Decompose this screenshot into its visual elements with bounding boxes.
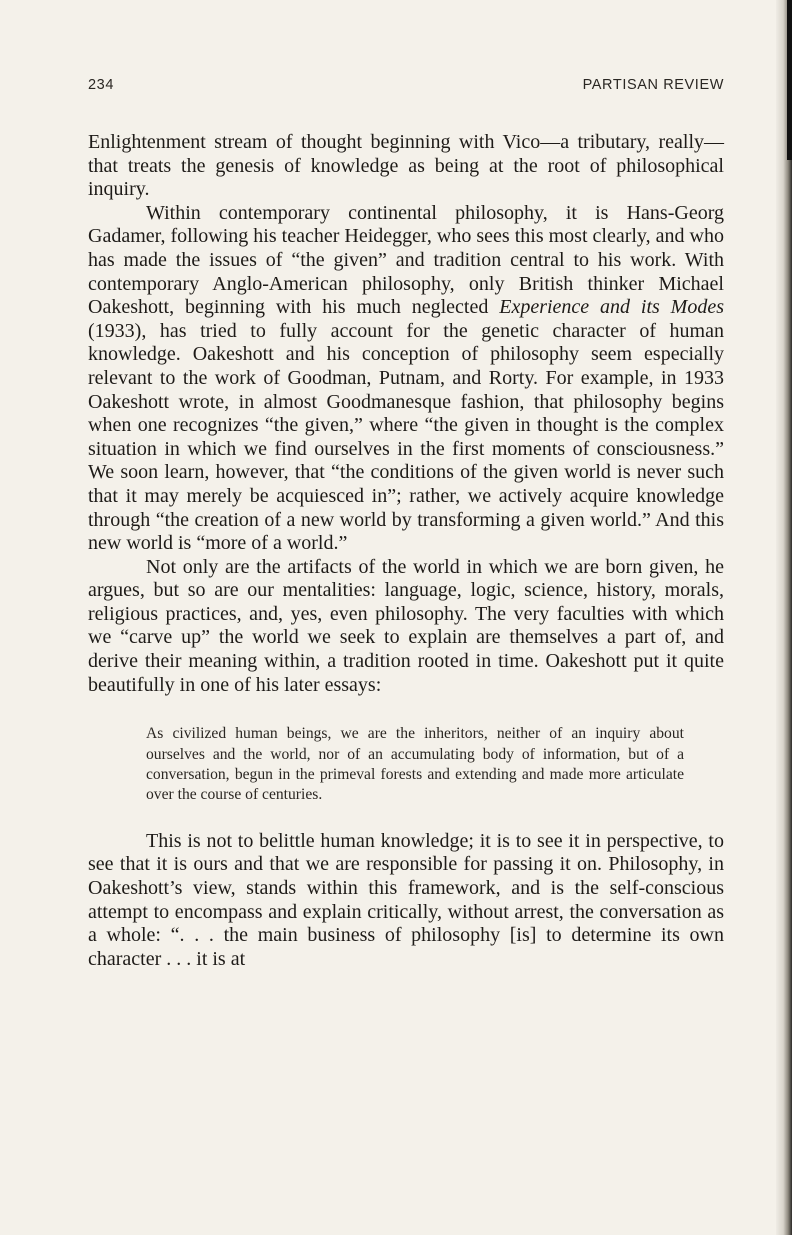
paragraph-1: Enlightenment stream of thought beginning with Vico—a tributary, really—that treats the genesis of knowledge as being at the root of philosophical inquiry. — [88, 131, 724, 201]
paragraph-3: Not only are the artifacts of the world in which we are born given, he argues, but so are our mentalities: language, logic, science, history, morals, religious practices, and, yes, even philosophy. The very faculties with which we “carve up” the world we seek to explain are themselves a part of, and derive their meaning within, a tradition rooted in time. Oakeshott put it quite beautifully in one of his later essays: — [88, 555, 724, 696]
book-title: Experience and its Modes — [499, 296, 724, 319]
paragraph-2-text-a: Within contemporary continental philosophy, it is Hans-Georg Gadamer, following his teacher Heidegger, who sees this most clearly, and who has made the issues of “the given” and tradition central to his work. With contemporary Anglo-American philosophy, only British thinker Michael Oakeshott, beginning with his much neglected — [88, 201, 724, 319]
block-quote: As civilized human beings, we are the inheritors, neither of an inquiry about ourselves and the world, nor of an accumulating body of information, but of a conversation, begun in the primeval forests and extending and made more articulate over the course of centuries. — [146, 725, 684, 804]
paragraph-2-text-b: (1933), has tried to fully account for the genetic character of human knowledge. Oakeshott and his conception of philosophy seem especially relevant to the work of Goodman, Putnam, and Rorty. For example, in 1933 Oakeshott wrote, in almost Goodmanesque fashion, that philosophy begins when one recognizes “the given,” where “the given in thought is the complex situation in which we find ourselves in the first moments of consciousness.” We soon learn, however, that “the conditions of the given world is never such that it may merely be acquiesced in”; rather, we actively acquire knowledge through “the creation of a new world by transforming a given world.” And this new world is “more of a world.” — [88, 319, 724, 555]
article-body — [88, 131, 724, 971]
running-head: PARTISAN REVIEW — [582, 77, 724, 93]
paragraph-4: This is not to belittle human knowledge; it is to see it in perspective, to see that it is ours and that we are responsible for passing it on. Philosophy, in Oakeshott’s view, stands within this framework, and is the self-conscious attempt to encompass and explain critically, without arrest, the conversation as a whole: “. . . the main business of philosophy [is] to determine its own character . . . it is at — [88, 829, 724, 970]
page-edge-dark-strip — [787, 0, 792, 160]
page-edge-shadow — [776, 0, 792, 1235]
page-header — [88, 77, 724, 101]
page-number: 234 — [88, 77, 114, 93]
paragraph-2 — [88, 202, 724, 556]
